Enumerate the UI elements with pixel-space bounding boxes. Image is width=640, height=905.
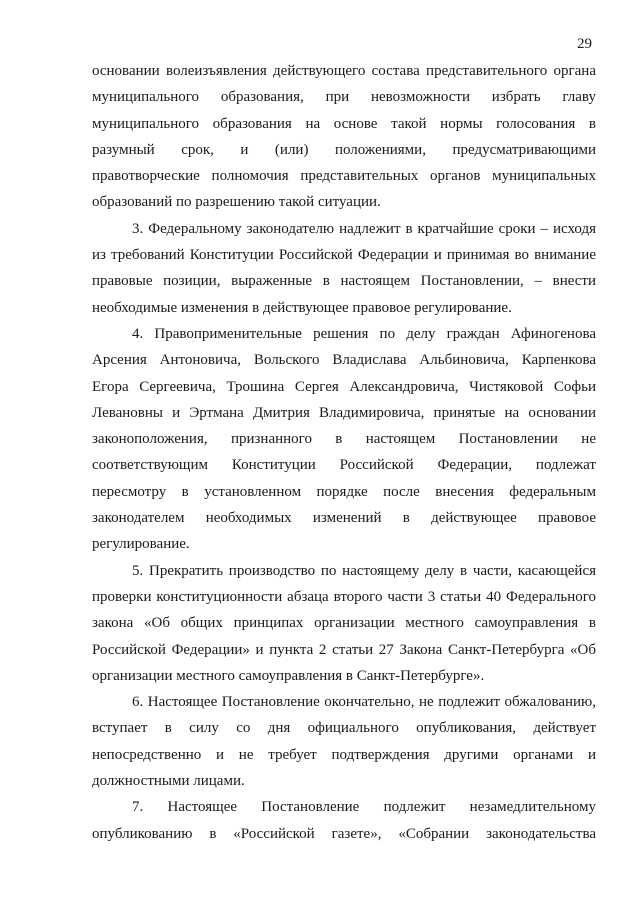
text-line: Левановны и Эртмана Дмитрия Владимировича, принятые на основании (92, 404, 596, 421)
text-line: должностными лицами. (92, 773, 245, 790)
text-line: опубликованию в «Российской газете», «Собрании законодательства (92, 825, 596, 842)
text-line: необходимые изменения в действующее правовое регулирование. (92, 299, 512, 316)
text-line: 4. Правоприменительные решения по делу граждан Афиногенова (132, 325, 596, 342)
text-line: 5. Прекратить производство по настоящему делу в части, касающейся (132, 562, 596, 579)
text-line: законодателем необходимых изменений в действующее правовое (92, 510, 596, 527)
text-line: правовые позиции, выраженные в настоящем Постановлении, – внести (92, 273, 596, 290)
text-line: 7. Настоящее Постановление подлежит незамедлительному (132, 799, 596, 816)
text-line: законоположения, признанного в настоящем Постановлении не (92, 431, 596, 448)
text-line: образований по разрешению такой ситуации. (92, 194, 381, 211)
text-line: соответствующим Конституции Российской Федерации, подлежат (92, 457, 596, 474)
text-line: Арсения Антоновича, Вольского Владислава Альбиновича, Карпенкова (92, 352, 596, 369)
text-line: вступает в силу со дня официального опубликования, действует (92, 720, 596, 737)
text-line: пересмотру в установленном порядке после внесения федеральным (92, 483, 596, 500)
text-line: непосредственно и не требует подтверждения другими органами и (92, 746, 596, 763)
text-line: 3. Федеральному законодателю надлежит в кратчайшие сроки – исходя (132, 220, 596, 237)
text-line: правотворческие полномочия представительных органов муниципальных (92, 168, 596, 185)
text-line: проверки конституционности абзаца второго части 3 статьи 40 Федерального (92, 588, 596, 605)
text-line: муниципального образования, при невозможности избрать главу (92, 89, 596, 106)
page-number: 29 (577, 36, 592, 52)
text-line: Российской Федерации» и пункта 2 статьи 27 Закона Санкт-Петербурга «Об (92, 641, 596, 658)
text-line: основании волеизъявления действующего состава представительного органа (92, 63, 596, 79)
text-line: закона «Об общих принципах организации местного самоуправления в (92, 615, 596, 632)
text-line: регулирование. (92, 536, 190, 553)
text-line: организации местного самоуправления в Санкт-Петербурге». (92, 667, 485, 684)
text-line: 6. Настоящее Постановление окончательно, не подлежит обжалованию, (132, 694, 596, 711)
text-line: из требований Конституции Российской Федерации и принимая во внимание (92, 247, 596, 264)
text-line: Егора Сергеевича, Трошина Сергея Александровича, Чистяковой Софьи (92, 378, 596, 395)
text-line: муниципального образования на основе такой нормы голосования в (92, 115, 596, 132)
document-body (92, 58, 596, 847)
text-line: разумный срок, и (или) положениями, предусматривающими (92, 141, 596, 158)
